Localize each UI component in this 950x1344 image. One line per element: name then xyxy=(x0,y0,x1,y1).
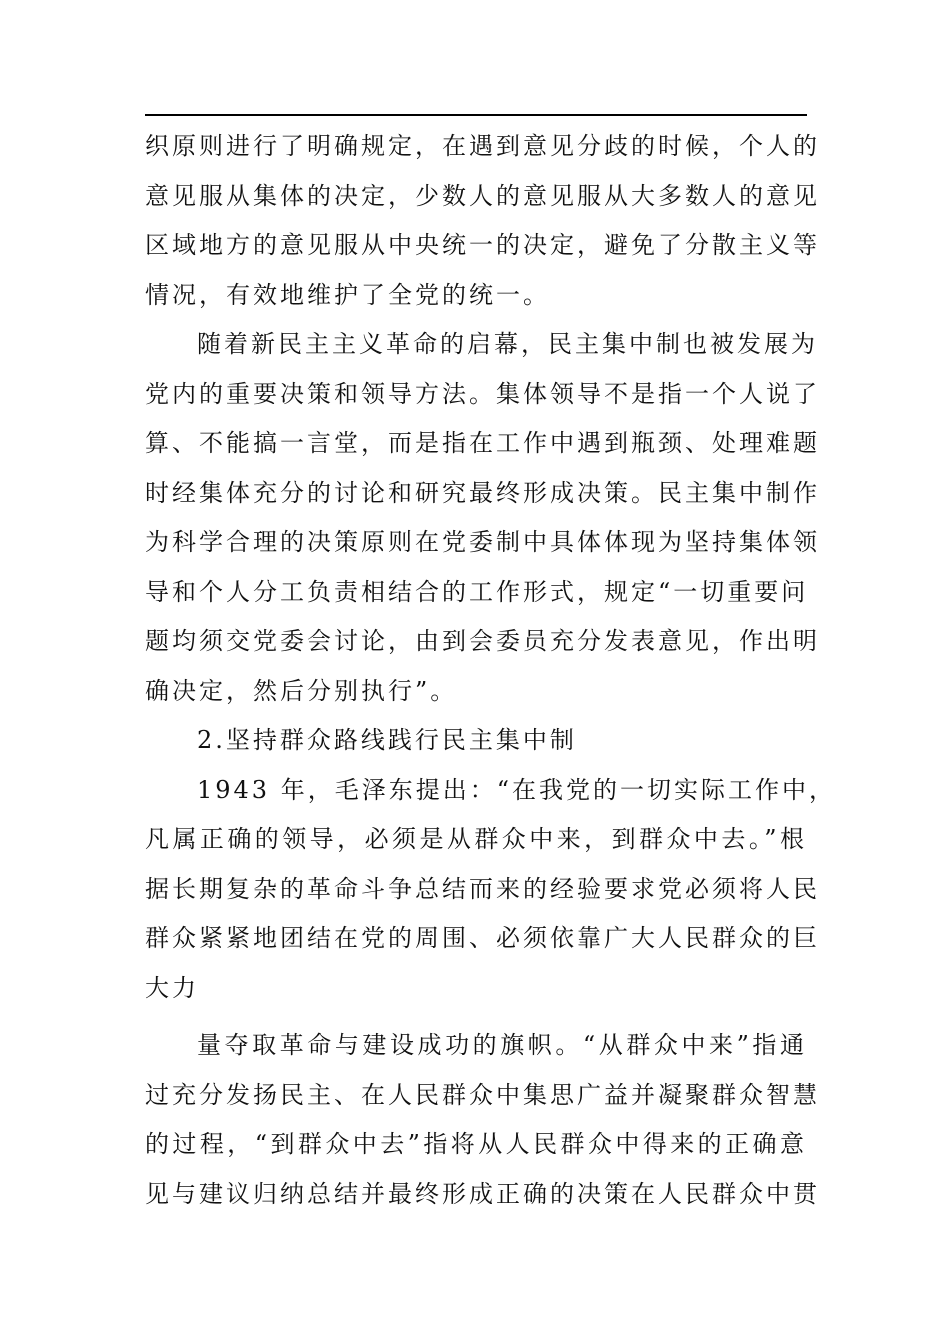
text-line: 量夺取革命与建设成功的旗帜。“从群众中来”指通 xyxy=(197,1031,807,1059)
text-line: 随着新民主主义革命的启幕，民主集中制也被发展为 xyxy=(197,330,818,358)
section-heading: 2.坚持群众路线践行民主集中制 xyxy=(197,726,577,754)
paragraph-gap xyxy=(145,1013,807,1021)
text-line: 确决定，然后分别执行”。 xyxy=(145,676,458,705)
paragraph-3 xyxy=(145,766,836,1014)
text-line: 的过程，“到群众中去”指将从人民群众中得来的正确意 xyxy=(145,1130,807,1158)
document-body xyxy=(145,122,836,1219)
text-line: 导和个人分工负责相结合的工作形式，规定“一切重要问 xyxy=(145,577,809,606)
text-line: 据长期复杂的革命斗争总结而来的经验要求党必须将人民 xyxy=(145,874,820,903)
text-line: 算、不能搞一言堂，而是指在工作中遇到瓶颈、处理难题 xyxy=(145,429,820,457)
text-line: 见与建议归纳总结并最终形成正确的决策在人民群众中贯 xyxy=(145,1179,820,1208)
text-line: 党内的重要决策和领导方法。集体领导不是指一个人说了 xyxy=(145,379,820,408)
text-line: 区域地方的意见服从中央统一的决定，避免了分散主义等 xyxy=(145,231,820,259)
text-line: 织原则进行了明确规定，在遇到意见分歧的时候，个人的 xyxy=(145,132,820,160)
text-line: 1943 年，毛泽东提出：“在我党的一切实际工作中， xyxy=(197,775,836,804)
text-line: 为科学合理的决策原则在党委制中具体体现为坚持集体领 xyxy=(145,528,820,556)
text-line: 题均须交党委会讨论，由到会委员充分发表意见，作出明 xyxy=(145,627,820,655)
text-line: 大力 xyxy=(145,973,199,1002)
paragraph-4 xyxy=(145,1021,820,1219)
text-line: 群众紧紧地团结在党的周围、必须依靠广大人民群众的巨 xyxy=(145,924,820,952)
text-line: 情况，有效地维护了全党的统一。 xyxy=(145,280,550,309)
header-rule xyxy=(145,114,807,116)
paragraph-2 xyxy=(145,320,820,716)
text-line: 凡属正确的领导，必须是从群众中来，到群众中去。”根 xyxy=(145,825,807,853)
text-line: 过充分发扬民主、在人民群众中集思广益并凝聚群众智慧 xyxy=(145,1080,820,1109)
text-line: 时经集体充分的讨论和研究最终形成决策。民主集中制作 xyxy=(145,478,820,507)
text-line: 意见服从集体的决定，少数人的意见服从大多数人的意见 xyxy=(145,181,820,210)
paragraph-1 xyxy=(145,122,820,320)
